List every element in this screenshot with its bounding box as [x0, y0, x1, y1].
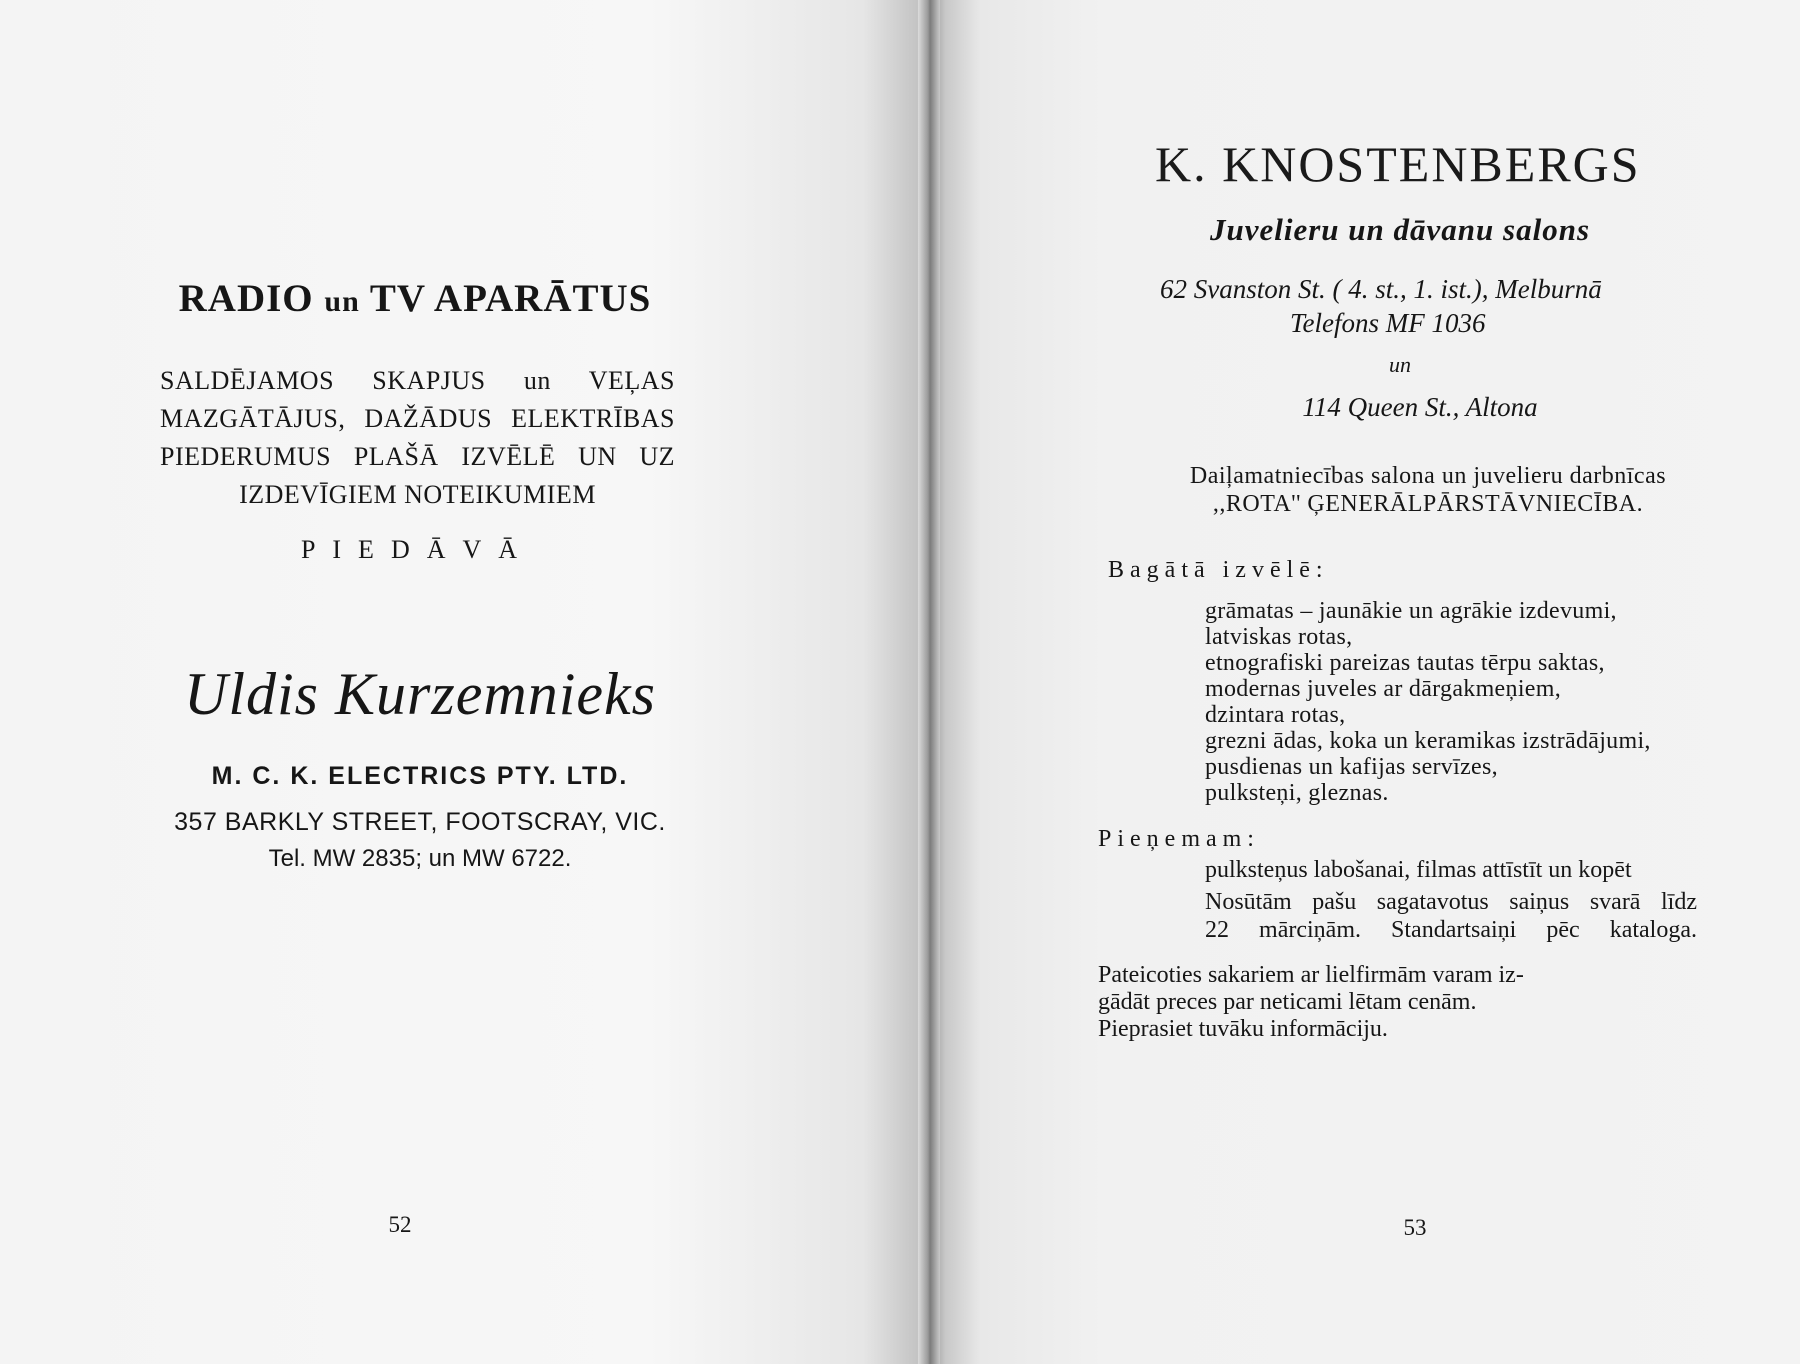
rota-line: ,,ROTA'' ĢENERĀLPĀRSTĀVNIECĪBA.: [1212, 491, 1644, 517]
rota-representation: [1148, 462, 1708, 518]
shipping-line: Nosūtām pašu sagatavotus saiņus svarā līdz: [1205, 889, 1697, 915]
list-item: dzintara rotas,: [1205, 702, 1346, 728]
company-address: 357 BARKLY STREET, FOOTSCRAY, VIC.: [174, 808, 666, 836]
list-item: pulksteņi, gleznas.: [1205, 780, 1389, 806]
rota-line: Daiļamatniecības salona un juvelieru darbnīcas: [1189, 463, 1667, 489]
list-item: modernas juveles ar dārgakmeņiem,: [1205, 676, 1562, 702]
accept-label: Pieņemam:: [1098, 826, 1260, 852]
closing-paragraph: [1098, 962, 1618, 1043]
jeweler-title: K. KNOSTENBERGS: [1155, 136, 1641, 192]
page-number-right: 53: [1403, 1215, 1427, 1240]
owner-name: Uldis Kurzemnieks: [184, 661, 656, 727]
list-item: etnografiski pareizas tautas tērpu saktas,: [1205, 650, 1605, 676]
products-line: IZDEVĪGIEM NOTEIKUMIEM: [239, 480, 596, 509]
accept-item: pulksteņus labošanai, filmas attīstīt un kopēt: [1205, 857, 1632, 883]
list-item: grāmatas – jaunākie un agrākie izdevumi,: [1205, 598, 1617, 624]
closing-line: gādāt preces par neticami lētam cenām.: [1098, 989, 1477, 1015]
company-name: M. C. K. ELECTRICS PTY. LTD.: [211, 762, 629, 790]
heading-word-radio: RADIO: [178, 277, 314, 320]
book-gutter: [918, 0, 940, 1364]
products-line: PIEDERUMUS PLAŠĀ IZVĒLĒ UN UZ: [160, 442, 675, 471]
page-number-left: 52: [388, 1212, 412, 1237]
heading-word-un: un: [324, 285, 360, 318]
products-line: MAZGĀTĀJUS, DAŽĀDUS ELEKTRĪBAS: [160, 404, 675, 433]
jeweler-address-altona: 114 Queen St., Altona: [1302, 392, 1538, 422]
products-line: SALDĒJAMOS SKAPJUS un VEĻAS: [160, 366, 675, 395]
selection-label: Bagātā izvēlē:: [1108, 557, 1329, 583]
selection-list: [1205, 598, 1745, 806]
list-item: grezni ādas, koka un keramikas izstrādājumi,: [1205, 728, 1651, 754]
heading-word-tv: TV APARĀTUS: [369, 277, 652, 320]
list-item: latviskas rotas,: [1205, 624, 1353, 650]
closing-line: Pieprasiet tuvāku informāciju.: [1098, 1016, 1388, 1042]
closing-line: Pateicoties sakariem ar lielfirmām varam iz-: [1098, 962, 1524, 988]
jeweler-subtitle: Juvelieru un dāvanu salons: [1210, 212, 1591, 247]
company-phone: Tel. MW 2835; un MW 6722.: [268, 845, 572, 872]
address-conjunction: un: [1389, 352, 1411, 377]
radio-tv-heading: [150, 276, 680, 321]
shipping-line: 22 mārciņām. Standartsaiņi pēc kataloga.: [1205, 917, 1697, 943]
offer-word: PIEDĀVĀ: [300, 535, 535, 564]
list-item: pusdienas un kafijas servīzes,: [1205, 754, 1498, 780]
jeweler-phone: Telefons MF 1036: [1290, 308, 1486, 338]
jeweler-address-melbourne: 62 Svanston St. ( 4. st., 1. ist.), Melburnā: [1160, 274, 1602, 304]
products-paragraph: [160, 362, 675, 514]
